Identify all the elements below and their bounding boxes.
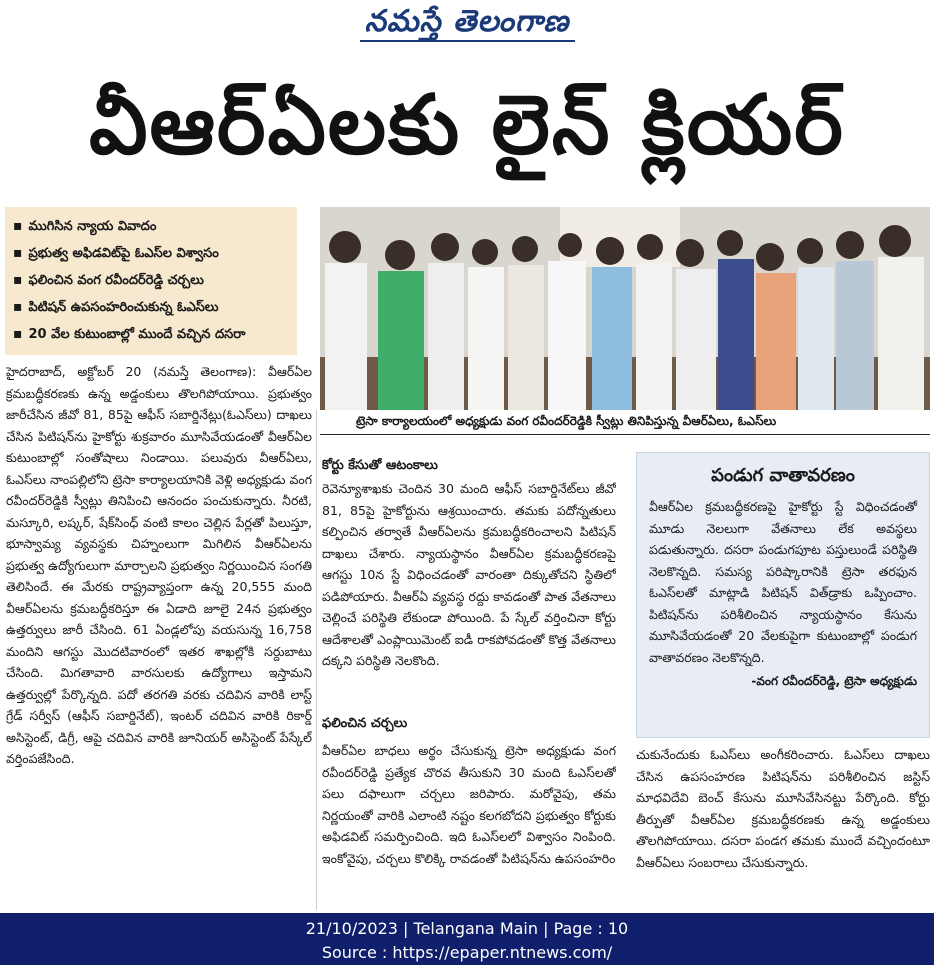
highlights-box [5, 207, 297, 355]
highlight-item: ▪ ముగిసిన న్యాయ వివాదం [13, 213, 289, 240]
sidebar-box-signature: -వంగ రవీందర్‌రెడ్డి, ట్రెసా అధ్యక్షుడు [751, 674, 917, 688]
article-column-3: చుకునేందుకు ఓఎస్‌లు అంగీకరించారు. ఓఎస్‌లు దాఖలు చేసిన ఉపసంహరణ పిటిషన్‌ను పరిశీలించిన జస్టిస్ మాధవిదేవి బెంచ్ కేసును మూసివేసినట్టు పేర్కొంది. కోర్టు తీర్పుతో వీఆర్‌ఏల క్రమబద్ధీకరణకు ఉన్న అడ్డంకులు తొలగిపోయాయి. దసరా పండగ తమకు ముందే వచ్చిందంటూ వీఆర్‌ఏలు సంబరాలు చేసుకున్నారు. [636, 747, 930, 870]
footer-source: Source : https://epaper.ntnews.com/ [321, 943, 613, 962]
article-column-2b: వీఆర్‌ఏల బాధలు అర్థం చేసుకున్న ట్రెసా అధ్యక్షుడు వంగ రవీందర్‌రెడ్డి ప్రత్యేక చొరవ తీసుకుని 30 మంది ఓఎస్‌లతో పలు దఫాలుగా చర్చలు జరిపారు. మరోవైపు, తమ నిర్ణయంతో వారికి ఎలాంటి నష్టం కలగబోదని ప్రభుత్వం కోర్టుకు అఫిడవిట్ సమర్పించింది. ఇది ఓఎస్‌లలో విశ్వాసం నింపింది. ఇంకోవైపు, చర్చలు కొలిక్కి రావడంతో పిటిషన్‌ను ఉపసంహరిం [322, 743, 616, 866]
sidebar-box-body: వీఆర్‌ఏల క్రమబద్ధీకరణపై హైకోర్టు స్టే విధించడంతో మూడు నెలలుగా వేతనాలు లేక అవస్థలు పడుతున్నారు. దసరా పండుగపూట పస్తులుండే పరిస్థితి నెలకొన్నది. సమస్య పరిష్కారానికి ట్రెసా తరఫున ఓఎస్‌లతో మాట్లాడి పిటిషన్ విత్‌డ్రాకు ఒప్పించాం. పిటిషన్‌ను పరిశీలించిన న్యాయస్థానం కేసును మూసివేయడంతో 20 వేలకుపైగా కుటుంబాల్లో పండుగ వాతావరణం నెలకొన్నది. [649, 499, 917, 665]
article-column-2: రెవెన్యూశాఖకు చెందిన 30 మంది ఆఫీస్ సబార్డినేట్‌లు జీవో 81, 85పై హైకోర్టును ఆశ్రయించారు. తమకు పదోన్నతులు కల్పించిన తర్వాతే వీఆర్‌ఏలను క్రమబద్ధీకరించాలని పిటిషన్ దాఖలు చేశారు. న్యాయస్థానం వీఆర్‌ఏల క్రమబద్ధీకరణపై ఆగస్టు 10న స్టే విధించడంతో వారంతా దిక్కుతోచని స్థితిలో పడిపోయారు. వీఆర్‌ఏ వ్యవస్థ రద్దు కావడంతో పాత వేతనాలు చెల్లించే పరిస్థితి లేకుండా పోయింది. పే స్కేల్ వర్తించినా కోర్టు ఆదేశాలతో ఎంప్లాయిమెంట్ ఐడీ రాకపోవడంతో కొత్త వేతనాలు దక్కని పరిస్థితి నెలకొంది. [322, 481, 616, 668]
caption-divider [320, 434, 930, 435]
subheading-talks: ఫలించిన చర్చలు [322, 716, 408, 731]
footer-bar [0, 913, 934, 965]
sidebar-box-title: పండుగ వాతావరణం [711, 465, 855, 486]
photo-caption: ట్రెసా కార్యాలయంలో అధ్యక్షుడు వంగ రవీందర్‌రెడ్డికి స్వీట్లు తినిపిస్తున్న వీఆర్‌ఏలు, ఓఎస్‌లు [356, 414, 777, 428]
sidebar-box [636, 452, 930, 738]
highlight-item: ▪ ప్రభుత్వ అఫిడవిట్‌పై ఓఎస్‌ల విశ్వాసం [13, 240, 289, 267]
news-photo [320, 207, 930, 410]
masthead: నమస్తే తెలంగాణ [364, 4, 570, 39]
masthead-underline [360, 40, 575, 42]
footer-date-page: 21/10/2023 | Telangana Main | Page : 10 [305, 919, 629, 938]
highlight-item: ▪ 20 వేల కుటుంబాల్లో ముందే వచ్చిన దసరా [13, 321, 289, 348]
group-photo-illustration [320, 207, 930, 410]
headline: వీఆర్‌ఏలకు లైన్ క్లియర్ [89, 78, 845, 173]
article-column-1: హైదరాబాద్, అక్టోబర్ 20 (నమస్తే తెలంగాణ): వీఆర్‌ఏల క్రమబద్ధీకరణకు ఉన్న అడ్డంకులు తొలగిపోయాయి. ప్రభుత్వం జారీచేసిన జీవో 81, 85పై ఆఫీస్ సబార్డినేట్లు(ఓఎస్‌లు) దాఖలు చేసిన పిటిషన్‌ను హైకోర్టు శుక్రవారం మూసివేయడంతో వీఆర్‌ఏల కుటుంబాల్లో సంతోషాలు నిండాయి. పలువురు వీఆర్‌ఏలు, ఓఎస్‌లు నాంపల్లిలోని ట్రెసా కార్యాలయానికి వెళ్లి అధ్యక్షుడు వంగ రవీందర్‌రెడ్డికి స్వీట్లు తినిపించి ఆనందం పంచుకున్నారు. నీరటి, మస్కూరి, లష్కర్, షేక్‌సింధ్ వంటి కాలం చెల్లిన పేర్లతో పిలుస్తూ, భూస్వామ్య వ్యవస్థకు చిహ్నంలుగా మిగిలిన వీఆర్‌ఏలను ప్రభుత్వ ఉద్యోగులుగా మార్చాలని ప్రభుత్వం నిర్ణయించిన సంగతి తెలిసిందే. ఈ మేరకు రాష్ట్రవ్యాప్తంగా ఉన్న 20,555 మంది వీఆర్‌ఏలను క్రమబద్ధీకరిస్తూ ఈ ఏడాది జూలై 24న ప్రభుత్వం ఉత్తర్వులు జారీ చేసింది. 61 ఏండ్లలోపు వయసున్న 16,758 మందిని ఆగస్టు మొదటివారంలో ఇతర శాఖల్లోకి సర్దుబాటు చేసింది. మిగతావారి వారసులకు ఉద్యోగాలు ఇస్తామని ఉత్తర్వుల్లో పేర్కొన్నది. పదో తరగతి వరకు చదివిన వారికి లాస్ట్ గ్రేడ్ సర్వీస్ (ఆఫీస్ సబార్డినేట్), ఇంటర్ చదివిన వారికి రికార్డ్ అసిస్టెంట్, డిగ్రీ, ఆపై చదివిన వారికి జూనియర్ అసిస్టెంట్ పేస్కేల్ వర్తింపజేసింది. [6, 364, 312, 766]
highlight-item: ▪ పిటిషన్ ఉపసంహరించుకున్న ఓఎస్‌లు [13, 294, 289, 321]
highlight-item: ▪ ఫలించిన వంగ రవీందర్‌రెడ్డి చర్చలు [13, 267, 289, 294]
subheading-court-case: కోర్టు కేసుతో ఆటంకాలు [322, 458, 438, 473]
column-divider [316, 410, 317, 910]
